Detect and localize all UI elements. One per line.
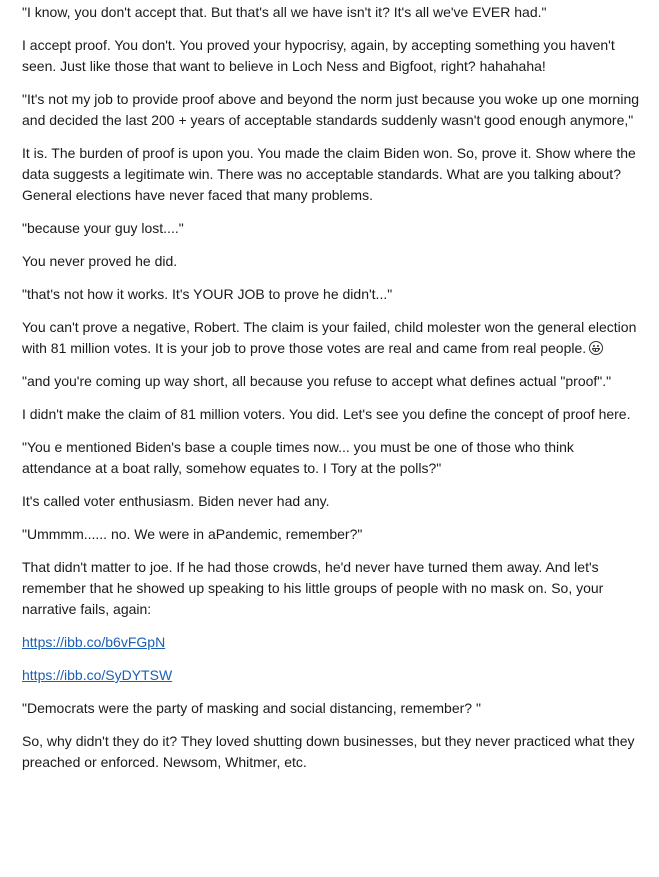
paragraph-18 bbox=[22, 731, 642, 773]
paragraph-text: "because your guy lost...." bbox=[22, 220, 184, 236]
paragraph-text: It's called voter enthusiasm. Biden never had any. bbox=[22, 493, 330, 509]
paragraph-text: "Ummmm...... no. We were in aPandemic, remember?" bbox=[22, 526, 363, 542]
paragraph-text: "It's not my job to provide proof above and beyond the norm just because you woke up one morning and decided the last 200 + years of acceptable standards suddenly wasn't good enough anymore," bbox=[22, 91, 640, 128]
paragraph-text: It is. The burden of proof is upon you. You made the claim Biden won. So, prove it. Show where the data suggests a legitimate win. There was no acceptable standards. What are you talking about? General elections have never faced that many problems. bbox=[22, 145, 636, 203]
paragraph-text: I didn't make the claim of 81 million voters. You did. Let's see you define the concept of proof here. bbox=[22, 406, 631, 422]
paragraph-10 bbox=[22, 404, 642, 425]
paragraph-8 bbox=[22, 317, 642, 359]
paragraph-9 bbox=[22, 371, 642, 392]
paragraph-13 bbox=[22, 524, 642, 545]
paragraph-6 bbox=[22, 251, 642, 272]
paragraph-text: "You e mentioned Biden's base a couple times now... you must be one of those who think attendance at a boat rally, somehow equates to. I Tory at the polls?" bbox=[22, 439, 574, 476]
paragraph-text: You can't prove a negative, Robert. The claim is your failed, child molester won the general election with 81 million votes. It is your job to prove those votes are real and came from real people. bbox=[22, 319, 637, 356]
paragraph-1 bbox=[22, 2, 642, 23]
paragraph-text: I accept proof. You don't. You proved your hypocrisy, again, by accepting something you haven't seen. Just like those that want to believe in Loch Ness and Bigfoot, right? hahahaha! bbox=[22, 37, 615, 74]
paragraph-2 bbox=[22, 35, 642, 77]
paragraph-3 bbox=[22, 89, 642, 131]
paragraph-14 bbox=[22, 557, 642, 620]
grinning-face-icon bbox=[589, 341, 603, 355]
document-body bbox=[22, 2, 642, 785]
image-link-1[interactable]: https://ibb.co/b6vFGpN bbox=[22, 634, 166, 650]
paragraph-text: "and you're coming up way short, all because you refuse to accept what defines actual "proof"." bbox=[22, 373, 612, 389]
paragraph-text: You never proved he did. bbox=[22, 253, 178, 269]
paragraph-16 bbox=[22, 665, 642, 686]
paragraph-4 bbox=[22, 143, 642, 206]
paragraph-15 bbox=[22, 632, 642, 653]
image-link-2[interactable]: https://ibb.co/SyDYTSW bbox=[22, 667, 173, 683]
paragraph-12 bbox=[22, 491, 642, 512]
paragraph-5 bbox=[22, 218, 642, 239]
paragraph-text: "I know, you don't accept that. But that's all we have isn't it? It's all we've EVER had." bbox=[22, 4, 547, 20]
paragraph-text: So, why didn't they do it? They loved shutting down businesses, but they never practiced what they preached or enforced. Newsom, Whitmer, etc. bbox=[22, 733, 635, 770]
paragraph-11 bbox=[22, 437, 642, 479]
paragraph-7 bbox=[22, 284, 642, 305]
paragraph-text: "Democrats were the party of masking and social distancing, remember? " bbox=[22, 700, 481, 716]
paragraph-text: That didn't matter to joe. If he had those crowds, he'd never have turned them away. And let's remember that he showed up speaking to his little groups of people with no mask on. So, your narrative fails, again: bbox=[22, 559, 604, 617]
paragraph-text: "that's not how it works. It's YOUR JOB to prove he didn't..." bbox=[22, 286, 393, 302]
paragraph-17 bbox=[22, 698, 642, 719]
